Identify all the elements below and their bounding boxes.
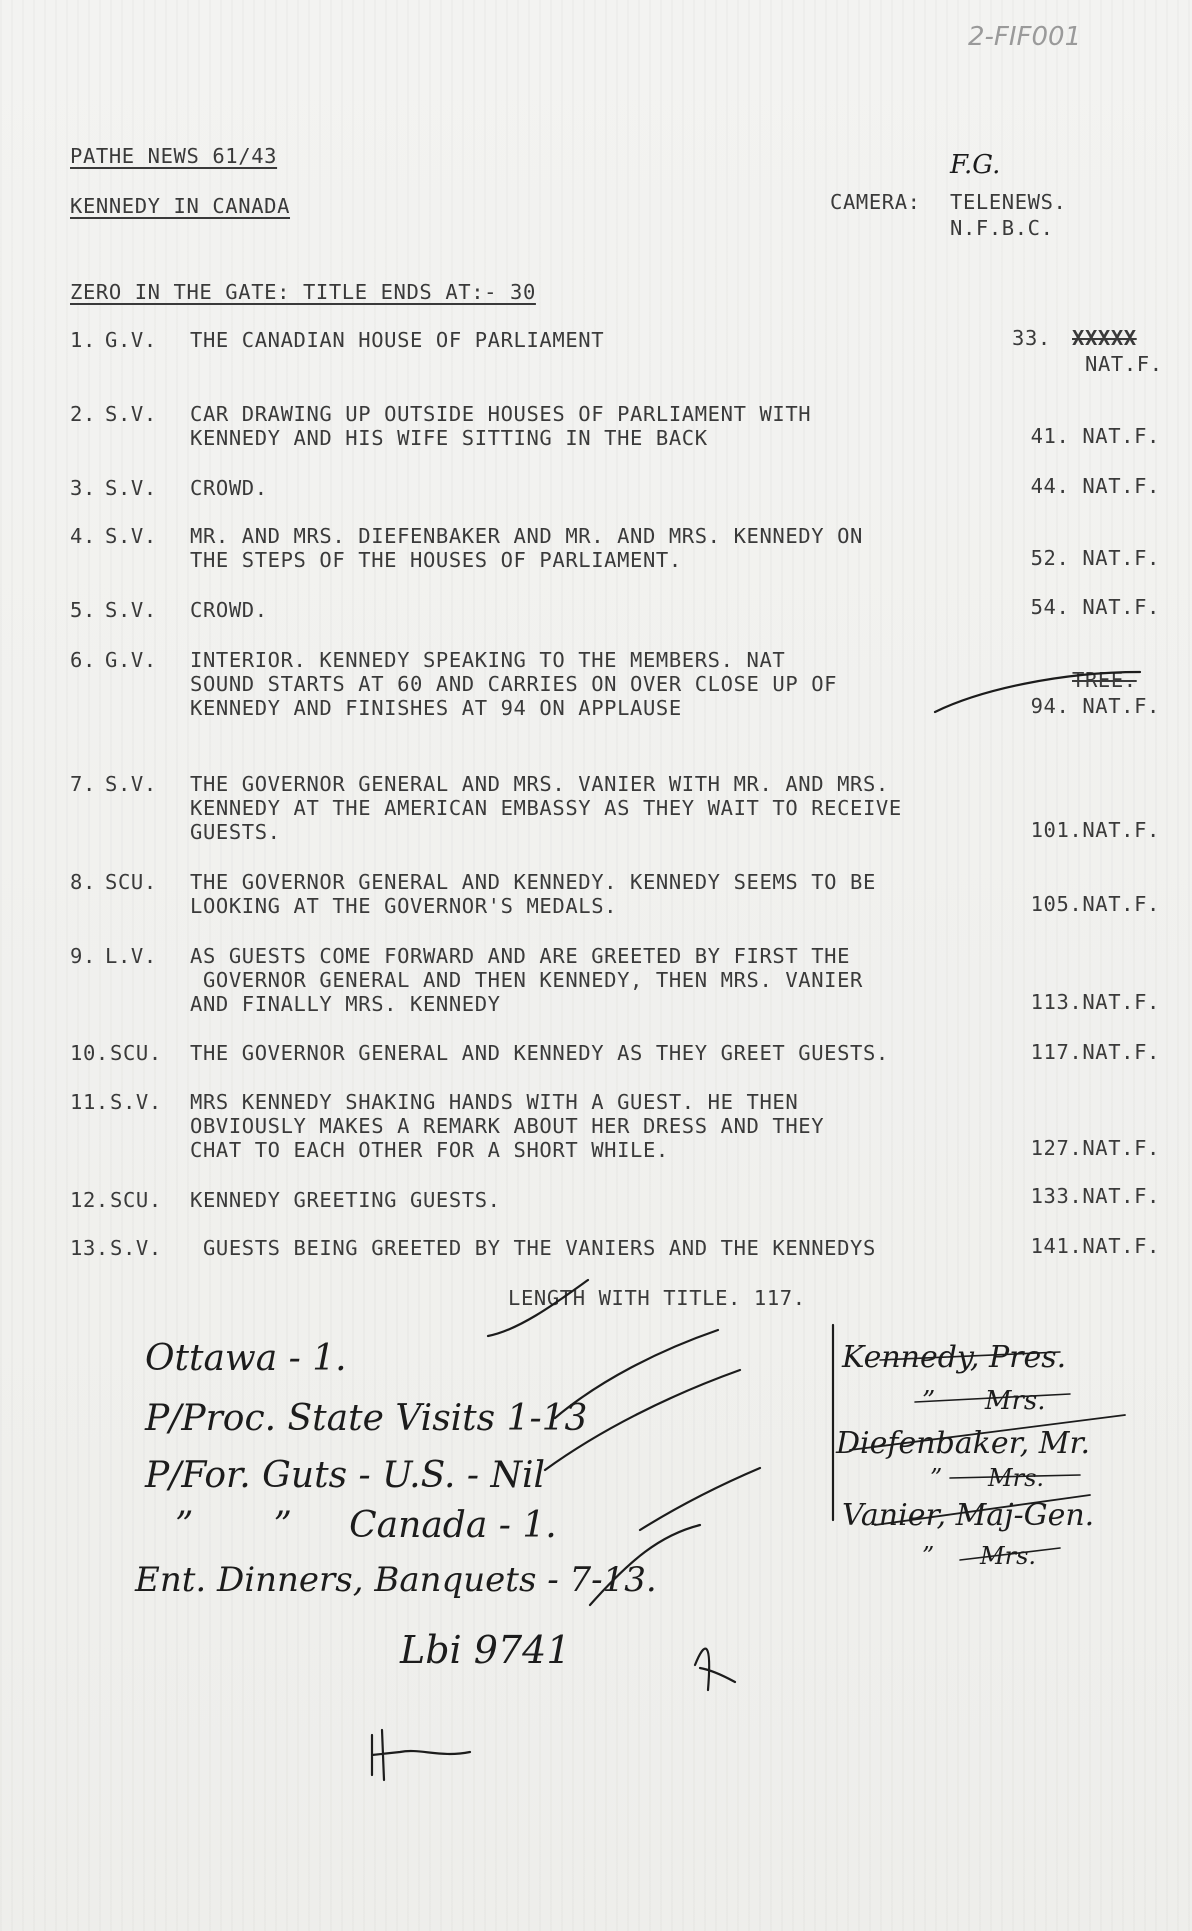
shot-number: 11. (70, 1090, 109, 1114)
camera-source-1: TELENEWS. (950, 190, 1067, 214)
handwritten-index: Kennedy, Pres. (842, 1340, 1067, 1375)
shot-description: KENNEDY AND FINISHES AT 94 ON APPLAUSE (190, 696, 682, 720)
shot-footage-sound: 44. NAT.F. (1030, 474, 1160, 498)
reel-number: PATHE NEWS 61/43 (70, 144, 278, 168)
shot-description: GUESTS. (190, 820, 281, 844)
shot-footage-sound: 117.NAT.F. (1030, 1040, 1160, 1064)
check-mark (640, 1468, 760, 1530)
shot-type: L.V. (105, 944, 157, 968)
shot-number: 7. (70, 772, 96, 796)
shot-type: S.V. (110, 1090, 162, 1114)
strike-line (850, 1415, 1125, 1450)
shot-footage-sound: 54. NAT.F. (1030, 595, 1160, 619)
handwritten-index: Diefenbaker, Mr. (836, 1426, 1091, 1461)
shot-number: 2. (70, 402, 96, 426)
shot-description: THE CANADIAN HOUSE OF PARLIAMENT (190, 328, 605, 352)
struck-text: XXXXX (1072, 326, 1137, 350)
handwritten-initials: F.G. (950, 150, 1001, 180)
shot-footage-sound: 94. NAT.F. (1030, 694, 1160, 718)
shot-description: AS GUESTS COME FORWARD AND ARE GREETED BY FIRST THE (190, 944, 851, 968)
shot-description: KENNEDY GREETING GUESTS. (190, 1188, 501, 1212)
shot-type: S.V. (105, 476, 157, 500)
strike-line (915, 1394, 1070, 1402)
strike-line (960, 1548, 1060, 1560)
check-mark (555, 1330, 718, 1418)
check-mark (545, 1370, 740, 1470)
shot-footage: 33. (1012, 326, 1051, 350)
shot-number: 6. (70, 648, 96, 672)
shot-description: LOOKING AT THE GOVERNOR'S MEDALS. (190, 894, 618, 918)
shot-number: 3. (70, 476, 96, 500)
shot-description: AND FINALLY MRS. KENNEDY (190, 992, 501, 1016)
shot-footage-sound: 141.NAT.F. (1030, 1234, 1160, 1258)
shot-footage-sound: 52. NAT.F. (1030, 546, 1160, 570)
handwritten-index: ” Mrs. (922, 1542, 1037, 1570)
archive-reference: 2-FIF001 (968, 22, 1082, 52)
shot-type: S.V. (105, 772, 157, 796)
shot-footage-sound: 101.NAT.F. (1030, 818, 1160, 842)
shot-number: 4. (70, 524, 96, 548)
shot-type: G.V. (105, 328, 157, 352)
strike-line (875, 1495, 1090, 1525)
zero-in-gate-line: ZERO IN THE GATE: TITLE ENDS AT:- 30 (70, 280, 536, 304)
shot-type: S.V. (105, 598, 157, 622)
handwritten-index: Vanier, Maj-Gen. (842, 1498, 1095, 1533)
shot-description: THE GOVERNOR GENERAL AND MRS. VANIER WITH MR. AND MRS. (190, 772, 889, 796)
shot-type: S.V. (110, 1236, 162, 1260)
shot-type: S.V. (105, 524, 157, 548)
shot-description: GOVERNOR GENERAL AND THEN KENNEDY, THEN MRS. VANIER (190, 968, 863, 992)
handwritten-catalogue-number: Lbi 9741 (400, 1628, 571, 1672)
shot-description: THE STEPS OF THE HOUSES OF PARLIAMENT. (190, 548, 682, 572)
strike-line (880, 1352, 1060, 1360)
shot-description: MRS KENNEDY SHAKING HANDS WITH A GUEST. HE THEN (190, 1090, 799, 1114)
camera-label: CAMERA: (830, 190, 921, 214)
shot-description: CAR DRAWING UP OUTSIDE HOUSES OF PARLIAMENT WITH (190, 402, 812, 426)
shot-description: MR. AND MRS. DIEFENBAKER AND MR. AND MRS. KENNEDY ON (190, 524, 863, 548)
shot-description: CROWD. (190, 598, 268, 622)
shot-type: SCU. (105, 870, 157, 894)
struck-text: TREE. (1072, 668, 1137, 692)
handwritten-index: ” Mrs. (930, 1464, 1045, 1492)
handwritten-note: P/For. Guts - U.S. - Nil (145, 1455, 545, 1496)
shot-number: 10. (70, 1041, 109, 1065)
shot-description: GUESTS BEING GREETED BY THE VANIERS AND THE KENNEDYS (190, 1236, 876, 1260)
signature-mark (372, 1730, 470, 1780)
shot-sound: NAT.F. (1085, 352, 1163, 376)
shot-type: S.V. (105, 402, 157, 426)
shot-description: KENNEDY AND HIS WIFE SITTING IN THE BACK (190, 426, 708, 450)
shot-number: 5. (70, 598, 96, 622)
shot-type: SCU. (110, 1188, 162, 1212)
tick-line (935, 672, 1140, 712)
shot-description: OBVIOUSLY MAKES A REMARK ABOUT HER DRESS AND THEY (190, 1114, 825, 1138)
shot-number: 8. (70, 870, 96, 894)
strike-line (950, 1475, 1080, 1478)
shot-footage-sound: 41. NAT.F. (1030, 424, 1160, 448)
check-mark (590, 1525, 700, 1605)
shot-number: 13. (70, 1236, 109, 1260)
handwritten-note: Ottawa - 1. (145, 1338, 347, 1379)
shot-type: SCU. (110, 1041, 162, 1065)
shot-number: 12. (70, 1188, 109, 1212)
handwritten-note: ” ” Canada - 1. (175, 1505, 557, 1546)
shot-description: CHAT TO EACH OTHER FOR A SHORT WHILE. (190, 1138, 669, 1162)
story-title: KENNEDY IN CANADA (70, 194, 291, 218)
shot-footage-sound: 105.NAT.F. (1030, 892, 1160, 916)
shot-footage-sound: 127.NAT.F. (1030, 1136, 1160, 1160)
shot-description: SOUND STARTS AT 60 AND CARRIES ON OVER CLOSE UP OF (190, 672, 838, 696)
shot-type: G.V. (105, 648, 157, 672)
shot-description: INTERIOR. KENNEDY SPEAKING TO THE MEMBERS. NAT (190, 648, 786, 672)
camera-source-2: N.F.B.C. (950, 216, 1054, 240)
handwritten-note: Ent. Dinners, Banquets - 7-13. (135, 1560, 657, 1600)
shot-description: THE GOVERNOR GENERAL AND KENNEDY AS THEY GREET GUESTS. (190, 1041, 889, 1065)
length-with-title: LENGTH WITH TITLE. 117. (508, 1286, 806, 1310)
shot-number: 9. (70, 944, 96, 968)
handwritten-note: P/Proc. State Visits 1-13 (145, 1398, 588, 1439)
shot-description: CROWD. (190, 476, 268, 500)
shot-footage-sound: 113.NAT.F. (1030, 990, 1160, 1014)
shot-description: THE GOVERNOR GENERAL AND KENNEDY. KENNEDY SEEMS TO BE (190, 870, 876, 894)
tick-line (488, 1280, 588, 1336)
shot-footage-sound: 133.NAT.F. (1030, 1184, 1160, 1208)
signature-mark (695, 1649, 735, 1690)
handwritten-index: ” Mrs. (922, 1386, 1046, 1416)
shot-number: 1. (70, 328, 96, 352)
shot-description: KENNEDY AT THE AMERICAN EMBASSY AS THEY WAIT TO RECEIVE (190, 796, 902, 820)
